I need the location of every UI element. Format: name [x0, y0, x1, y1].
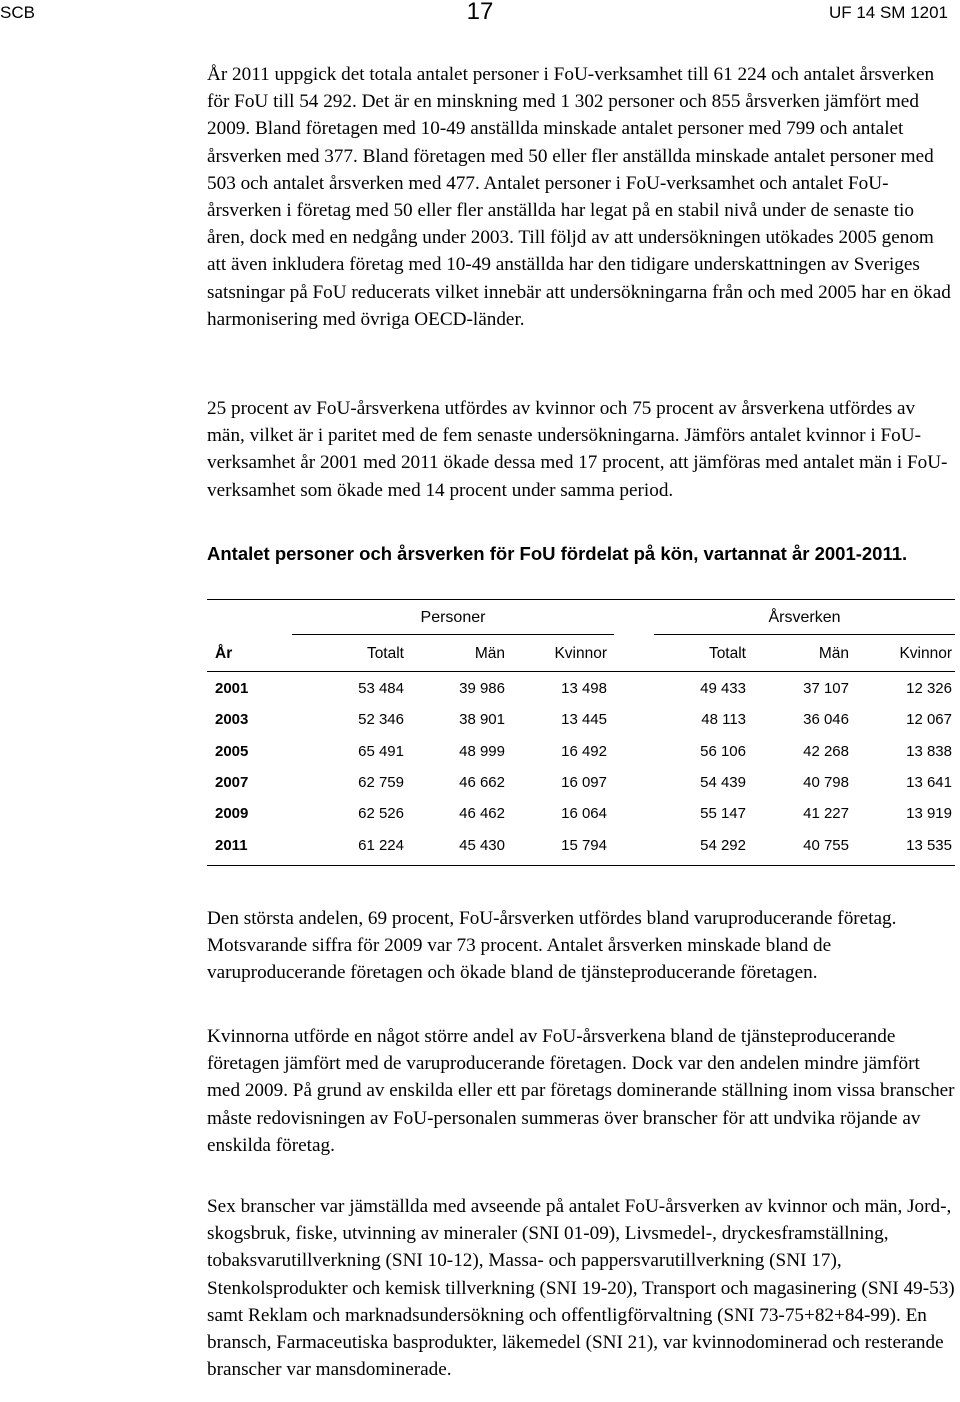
cell-personer-totalt: 53 484 — [358, 680, 404, 697]
cell-personer-totalt: 65 491 — [358, 743, 404, 760]
cell-year: 2001 — [215, 680, 249, 697]
cell-arsverken-totalt: 54 292 — [700, 837, 746, 854]
column-header-personer-kvinnor: Kvinnor — [554, 645, 607, 662]
cell-personer-kvinnor: 13 445 — [561, 711, 607, 728]
group-header-arsverken: Årsverken — [768, 609, 841, 626]
cell-year: 2005 — [215, 743, 249, 760]
cell-personer-man: 39 986 — [459, 680, 505, 697]
cell-personer-totalt: 62 526 — [358, 805, 404, 822]
cell-personer-kvinnor: 16 492 — [561, 743, 607, 760]
cell-arsverken-totalt: 48 113 — [701, 711, 746, 728]
group-underline-arsverken — [654, 634, 955, 635]
column-header-arsverken-man: Män — [818, 645, 849, 662]
column-header-arsverken-totalt: Totalt — [708, 645, 746, 662]
cell-personer-man: 38 901 — [459, 711, 505, 728]
cell-personer-man: 46 662 — [459, 774, 505, 791]
cell-arsverken-kvinnor: 13 919 — [906, 805, 952, 822]
cell-year: 2003 — [215, 711, 249, 728]
cell-arsverken-totalt: 56 106 — [700, 743, 746, 760]
column-header-personer-totalt: Totalt — [366, 645, 404, 662]
column-header-arsverken-kvinnor: Kvinnor — [899, 645, 952, 662]
table-header-rule — [207, 671, 955, 672]
cell-year: 2009 — [215, 805, 249, 822]
table-top-rule — [207, 599, 955, 600]
cell-personer-kvinnor: 13 498 — [561, 680, 607, 697]
cell-personer-kvinnor: 16 064 — [561, 805, 607, 822]
cell-arsverken-kvinnor: 12 067 — [906, 711, 952, 728]
cell-personer-kvinnor: 15 794 — [561, 837, 607, 854]
cell-personer-man: 45 430 — [459, 837, 505, 854]
cell-arsverken-totalt: 55 147 — [700, 805, 746, 822]
cell-arsverken-totalt: 49 433 — [700, 680, 746, 697]
cell-arsverken-kvinnor: 12 326 — [906, 680, 952, 697]
column-header-personer-man: Män — [474, 645, 505, 662]
cell-arsverken-kvinnor: 13 641 — [906, 774, 952, 791]
cell-personer-totalt: 61 224 — [358, 837, 404, 854]
cell-year: 2007 — [215, 774, 249, 791]
cell-arsverken-man: 37 107 — [803, 680, 849, 697]
paragraph-2: 25 procent av FoU-årsverkena utfördes av kvinnor och 75 procent av årsverkena utfördes av män, vilket är i paritet med de fem senaste undersökningarna. Jämförs antalet kvinnor i FoU-verksamhet år 2001 med 2011 ökade dessa med 17 procent, att jämföras med antalet män i FoU-verksamhet som ökade med 14 procent under samma period. — [207, 398, 948, 501]
cell-year: 2011 — [215, 837, 248, 854]
cell-personer-man: 46 462 — [459, 805, 505, 822]
group-underline-personer — [292, 634, 614, 635]
cell-arsverken-kvinnor: 13 535 — [906, 837, 952, 854]
cell-arsverken-kvinnor: 13 838 — [906, 743, 952, 760]
cell-arsverken-man: 41 227 — [803, 805, 849, 822]
paragraph-5: Sex branscher var jämställda med avseende på antalet FoU-årsverken av kvinnor och män, Jord-, skogsbruk, fiske, utvinning av mineraler (SNI 01-09), Livsmedel-, dryckesframställning, tobaksvarutillverkning (SNI 10-12), Massa- och pappersvarutillverkning (SNI 17), Stenkolsprodukter och kemisk tillverkning (SNI 19-20), Transport och magasinering (SNI 49-53) samt Reklam och marknadsundersökning och offentligförvaltning (SNI 73-75+82+84-99). En bransch, Farmaceutiska basprodukter, läkemedel (SNI 21), var kvinnodominerad och resterande branscher var mansdominerade. — [207, 1196, 955, 1381]
report-id: UF 14 SM 1201 — [828, 3, 948, 22]
paragraph-1: År 2011 uppgick det totala antalet personer i FoU-verksamhet till 61 224 och antalet årsverken för FoU till 54 292. Det är en minskning med 1 302 personer och 855 årsverken jämfört med 2009. Bland företagen med 10-49 anställda minskade antalet personer med 799 och antalet årsverken med 377. Bland företagen med 50 eller fler anställda minskade antalet personer med 503 och antalet årsverken med 477. Antalet personer i FoU-verksamhet och antalet FoU-årsverken i företag med 50 eller fler anställda har legat på en stabil nivå under de senaste tio åren, dock med en nedgång under 2003. Till följd av att undersökningen utökades 2005 genom att även inkludera företag med 10-49 anställda har den tidigare underskattningen av Sveriges satsningar på FoU reducerats vilket innebär att undersökningarna från och med 2005 har en ökad harmonisering med övriga OECD-länder. — [207, 64, 951, 330]
group-header-personer: Personer — [420, 609, 486, 626]
paragraph-4: Kvinnorna utförde en något större andel av FoU-årsverkena bland de tjänsteproducerande företagen jämfört med de varuproducerande företagen. Dock var den andelen mindre jämfört med 2009. På grund av enskilda eller ett par företags dominerande ställning inom vissa branscher måste redovisningen av FoU-personalen summeras över branscher för att undvika röjande av enskilda företag. — [207, 1026, 955, 1156]
cell-arsverken-man: 40 798 — [803, 774, 849, 791]
column-header-year: År — [215, 645, 233, 662]
cell-personer-man: 48 999 — [459, 743, 505, 760]
paragraph-3: Den största andelen, 69 procent, FoU-årsverken utfördes bland varuproducerande företag. Motsvarande siffra för 2009 var 73 procent. Antalet årsverken minskade bland de varuproducerande företagen och ökade bland de tjänsteproducerande företagen. — [207, 908, 897, 984]
cell-personer-totalt: 62 759 — [358, 774, 404, 791]
cell-arsverken-man: 36 046 — [803, 711, 849, 728]
cell-arsverken-man: 42 268 — [803, 743, 849, 760]
cell-arsverken-man: 40 755 — [803, 837, 849, 854]
page-header — [0, 0, 960, 28]
table-title: Antalet personer och årsverken för FoU fördelat på kön, vartannat år 2001-2011. — [207, 543, 908, 564]
cell-personer-kvinnor: 16 097 — [561, 774, 607, 791]
table-bottom-rule — [207, 865, 955, 866]
cell-personer-totalt: 52 346 — [358, 711, 404, 728]
cell-arsverken-totalt: 54 439 — [700, 774, 746, 791]
publisher-label: SCB — [0, 3, 35, 22]
page-number: 17 — [466, 0, 494, 25]
